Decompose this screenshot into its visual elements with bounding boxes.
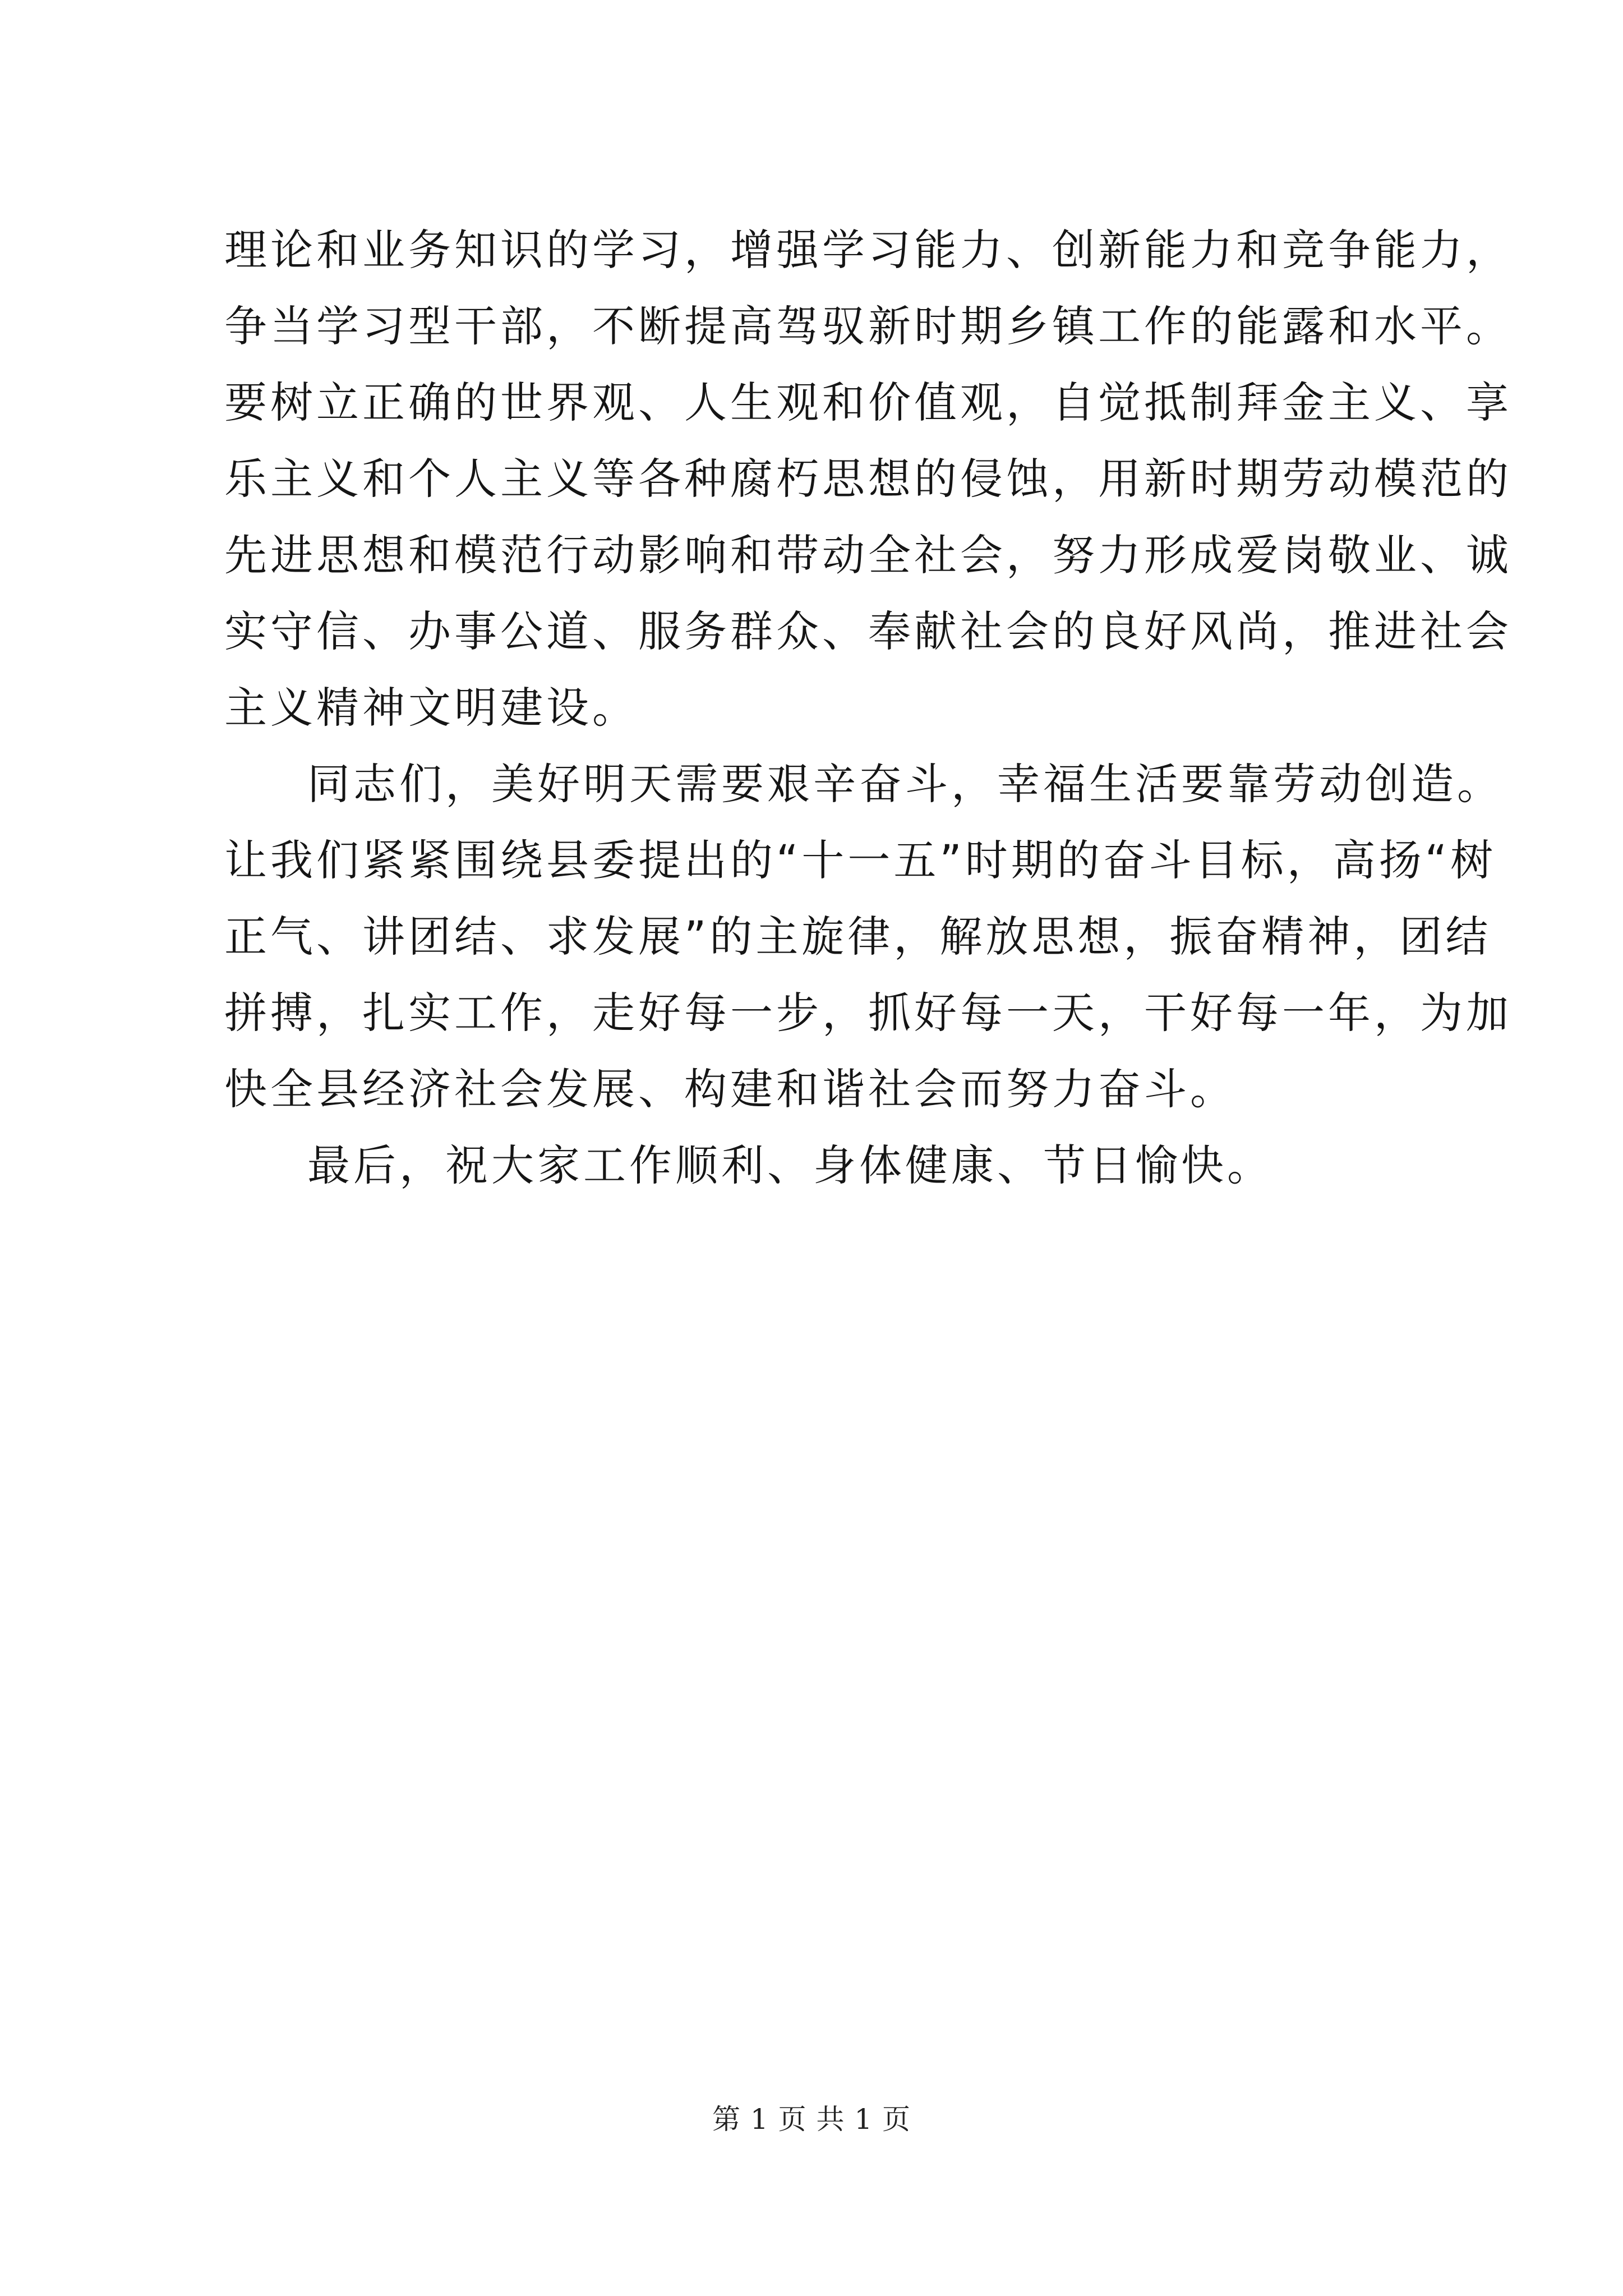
text-line: 要树立正确的世界观、人生观和价值观，自觉抵制拜金主义、享 — [224, 378, 1512, 427]
body-text — [224, 212, 1512, 1204]
text-line: 理论和业务知识的学习，增强学习能力、创新能力和竞争能力， — [224, 225, 1512, 275]
text-line: 正气、讲团结、求发展”的主旋律，解放思想，振奋精神，团结 — [224, 912, 1492, 961]
page-number-footer: 第 1 页 共 1 页 — [712, 2103, 911, 2136]
paragraph-start-line: 同志们，美好明天需要艰辛奋斗，幸福生活要靠劳动创造。 — [307, 759, 1503, 809]
paragraph-start-line: 最后，祝大家工作顺利、身体健康、节日愉快。 — [307, 1140, 1273, 1190]
text-line: 实守信、办事公道、服务群众、奉献社会的良好风尚，推进社会 — [224, 606, 1512, 656]
text-line: 争当学习型干部，不断提高驾驭新时期乡镇工作的能露和水平。 — [224, 301, 1512, 351]
text-line: 快全县经济社会发展、构建和谐社会而努力奋斗。 — [224, 1064, 1236, 1114]
text-line: 拼搏，扎实工作，走好每一步，抓好每一天，干好每一年，为加 — [224, 988, 1512, 1038]
text-line: 先进思想和模范行动影响和带动全社会，努力形成爱岗敬业、诚 — [224, 530, 1512, 580]
text-line: 乐主义和个人主义等各种腐朽思想的侵蚀，用新时期劳动模范的 — [224, 454, 1512, 504]
text-line: 主义精神文明建设。 — [224, 683, 638, 733]
text-line: 让我们紧紧围绕县委提出的“十一五”时期的奋斗目标，高扬“树 — [224, 835, 1497, 885]
